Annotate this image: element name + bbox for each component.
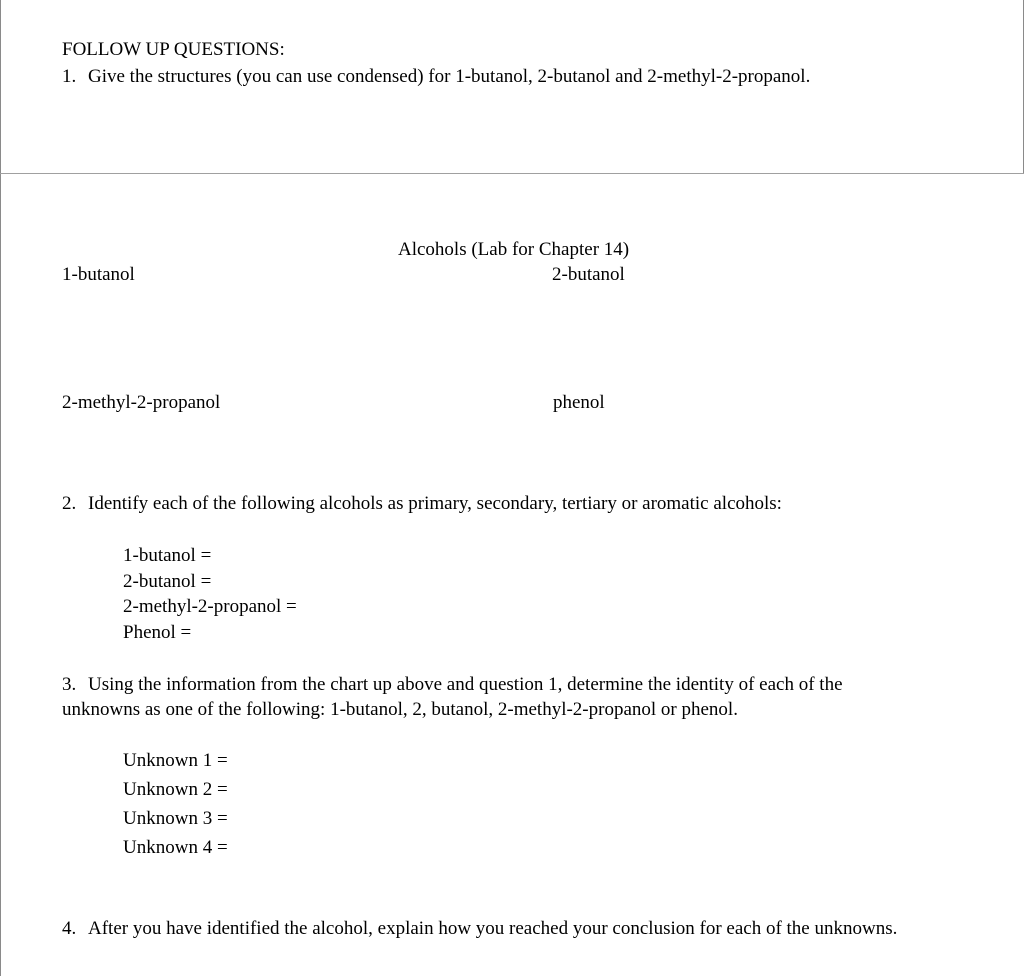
question-3-text: Using the information from the chart up above and question 1, determine the identity of each of the: [88, 674, 843, 695]
label-2-butanol: 2-butanol: [552, 264, 625, 285]
label-phenol: phenol: [553, 392, 605, 413]
classification-item: 2-butanol =: [123, 571, 212, 592]
classification-item: Phenol =: [123, 622, 192, 643]
question-4: [62, 919, 897, 938]
question-4-number: 4.: [62, 918, 77, 939]
page-border-left: [0, 0, 1, 976]
question-3-line-1: [62, 675, 843, 694]
unknown-item: Unknown 4 =: [123, 837, 228, 858]
page-title: FOLLOW UP QUESTIONS:: [62, 39, 285, 60]
question-1-text: Give the structures (you can use condensed) for 1-butanol, 2-butanol and 2-methyl-2-propanol.: [88, 66, 811, 87]
question-1: [62, 67, 810, 86]
section-title: Alcohols (Lab for Chapter 14): [398, 239, 630, 260]
unknown-item: Unknown 2 =: [123, 779, 228, 800]
question-1-number: 1.: [62, 66, 77, 87]
classification-item: 2-methyl-2-propanol =: [123, 596, 297, 617]
section-divider: [0, 173, 1024, 174]
question-4-text: After you have identified the alcohol, explain how you reached your conclusion for each of the unknowns.: [88, 918, 898, 939]
label-1-butanol: 1-butanol: [62, 264, 135, 285]
unknown-item: Unknown 1 =: [123, 750, 228, 771]
classification-item: 1-butanol =: [123, 545, 212, 566]
question-3-number: 3.: [62, 674, 77, 695]
question-2: [62, 494, 782, 513]
question-2-text: Identify each of the following alcohols as primary, secondary, tertiary or aromatic alcohols:: [88, 493, 782, 514]
label-2-methyl-2-propanol: 2-methyl-2-propanol: [62, 392, 221, 413]
question-2-number: 2.: [62, 493, 77, 514]
unknown-item: Unknown 3 =: [123, 808, 228, 829]
question-3-line-2: unknowns as one of the following: 1-butanol, 2, butanol, 2-methyl-2-propanol or phenol.: [62, 699, 738, 720]
